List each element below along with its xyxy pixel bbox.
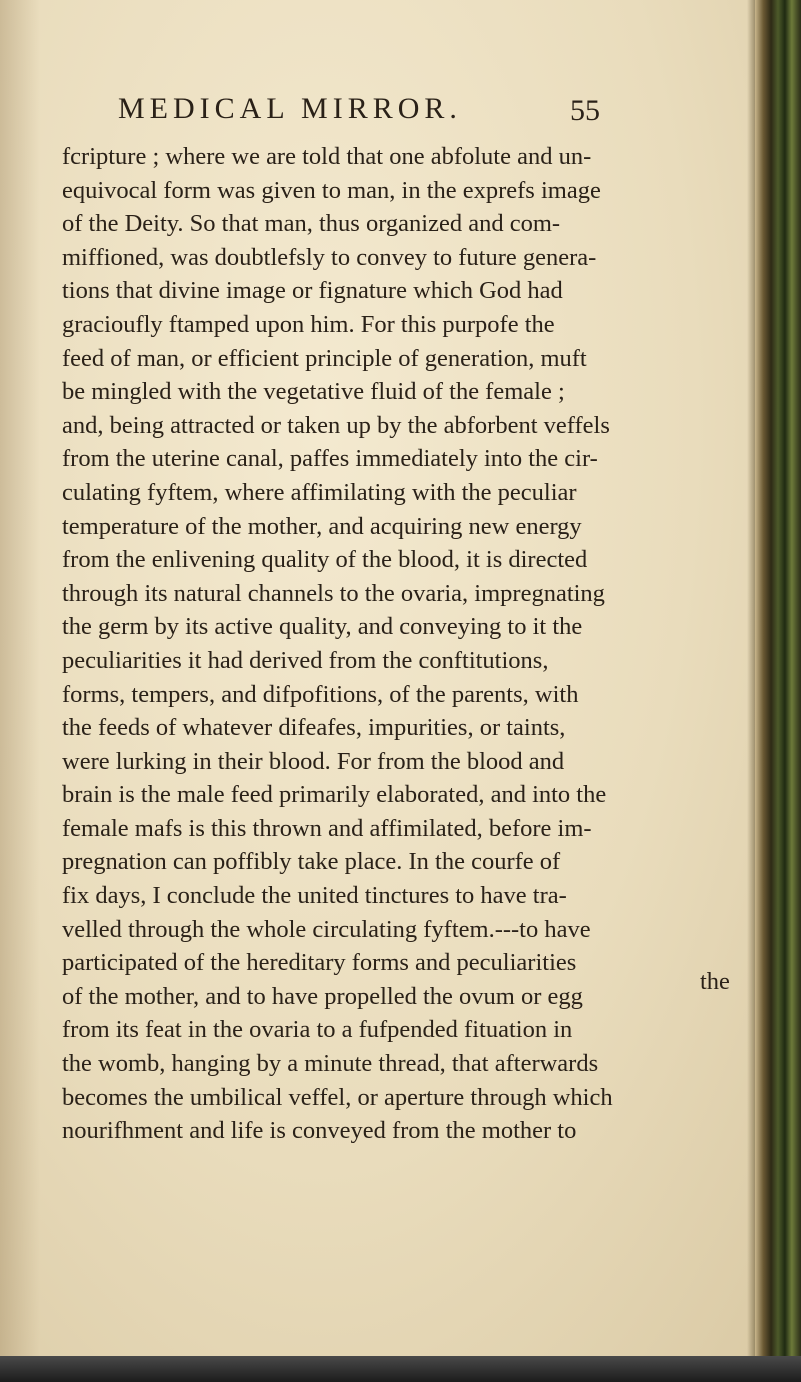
text-line: velled through the whole circulating fyftem.---to have	[62, 915, 591, 943]
text-line: and, being attracted or taken up by the abforbent veffels	[62, 411, 610, 439]
text-line: forms, tempers, and difpofitions, of the parents, with	[62, 680, 579, 708]
catchword: the	[700, 968, 730, 995]
text-line: from the enlivening quality of the blood, it is directed	[62, 546, 588, 574]
binding-gutter	[755, 0, 801, 1382]
text-line: culating fyftem, where affimilating with the peculiar	[62, 478, 577, 506]
text-line: peculiarities it had derived from the conftitutions,	[62, 646, 549, 674]
text-line: were lurking in their blood. For from the blood and	[62, 747, 565, 775]
text-line: miffioned, was doubtlefsly to convey to future genera-	[62, 243, 597, 271]
text-line: fcripture ; where we are told that one abfolute and un-	[62, 143, 592, 170]
text-line: the womb, hanging by a minute thread, that afterwards	[62, 1050, 599, 1078]
text-line: female mafs is this thrown and affimilated, before im-	[62, 814, 592, 842]
running-head: MEDICAL MIRROR.	[118, 92, 462, 125]
page-header	[118, 92, 718, 132]
text-line: from its feat in the ovaria to a fufpended fituation in	[62, 1016, 573, 1044]
page-left-shadow	[0, 0, 40, 1382]
text-line: equivocal form was given to man, in the exprefs image	[62, 176, 601, 204]
text-line: becomes the umbilical veffel, or aperture through which	[62, 1083, 613, 1111]
text-line: feed of man, or efficient principle of generation, muft	[62, 344, 587, 372]
text-line: fix days, I conclude the united tinctures to have tra-	[62, 882, 567, 910]
text-line: through its natural channels to the ovaria, impregnating	[62, 579, 605, 607]
text-line: nourifhment and life is conveyed from the mother to	[62, 1117, 577, 1145]
text-line: tions that divine image or fignature which God had	[62, 277, 563, 305]
page-number: 55	[570, 94, 600, 127]
text-line: from the uterine canal, paffes immediately into the cir-	[62, 445, 598, 473]
text-line: of the mother, and to have propelled the ovum or egg	[62, 982, 583, 1010]
text-line: gracioufly ftamped upon him. For this purpofe the	[62, 310, 555, 338]
text-line: brain is the male feed primarily elaborated, and into the	[62, 781, 607, 809]
text-line: the feeds of whatever difeafes, impurities, or taints,	[62, 714, 566, 742]
text-line: of the Deity. So that man, thus organized and com-	[62, 210, 561, 238]
body-text	[62, 140, 752, 1148]
text-line: pregnation can poffibly take place. In the courfe of	[62, 848, 561, 876]
text-line: temperature of the mother, and acquiring new energy	[62, 512, 582, 540]
scan-bottom-edge	[0, 1356, 801, 1382]
text-line: the germ by its active quality, and conveying to it the	[62, 613, 583, 641]
text-line: participated of the hereditary forms and peculiarities	[62, 949, 577, 977]
text-line: be mingled with the vegetative fluid of the female ;	[62, 378, 565, 406]
